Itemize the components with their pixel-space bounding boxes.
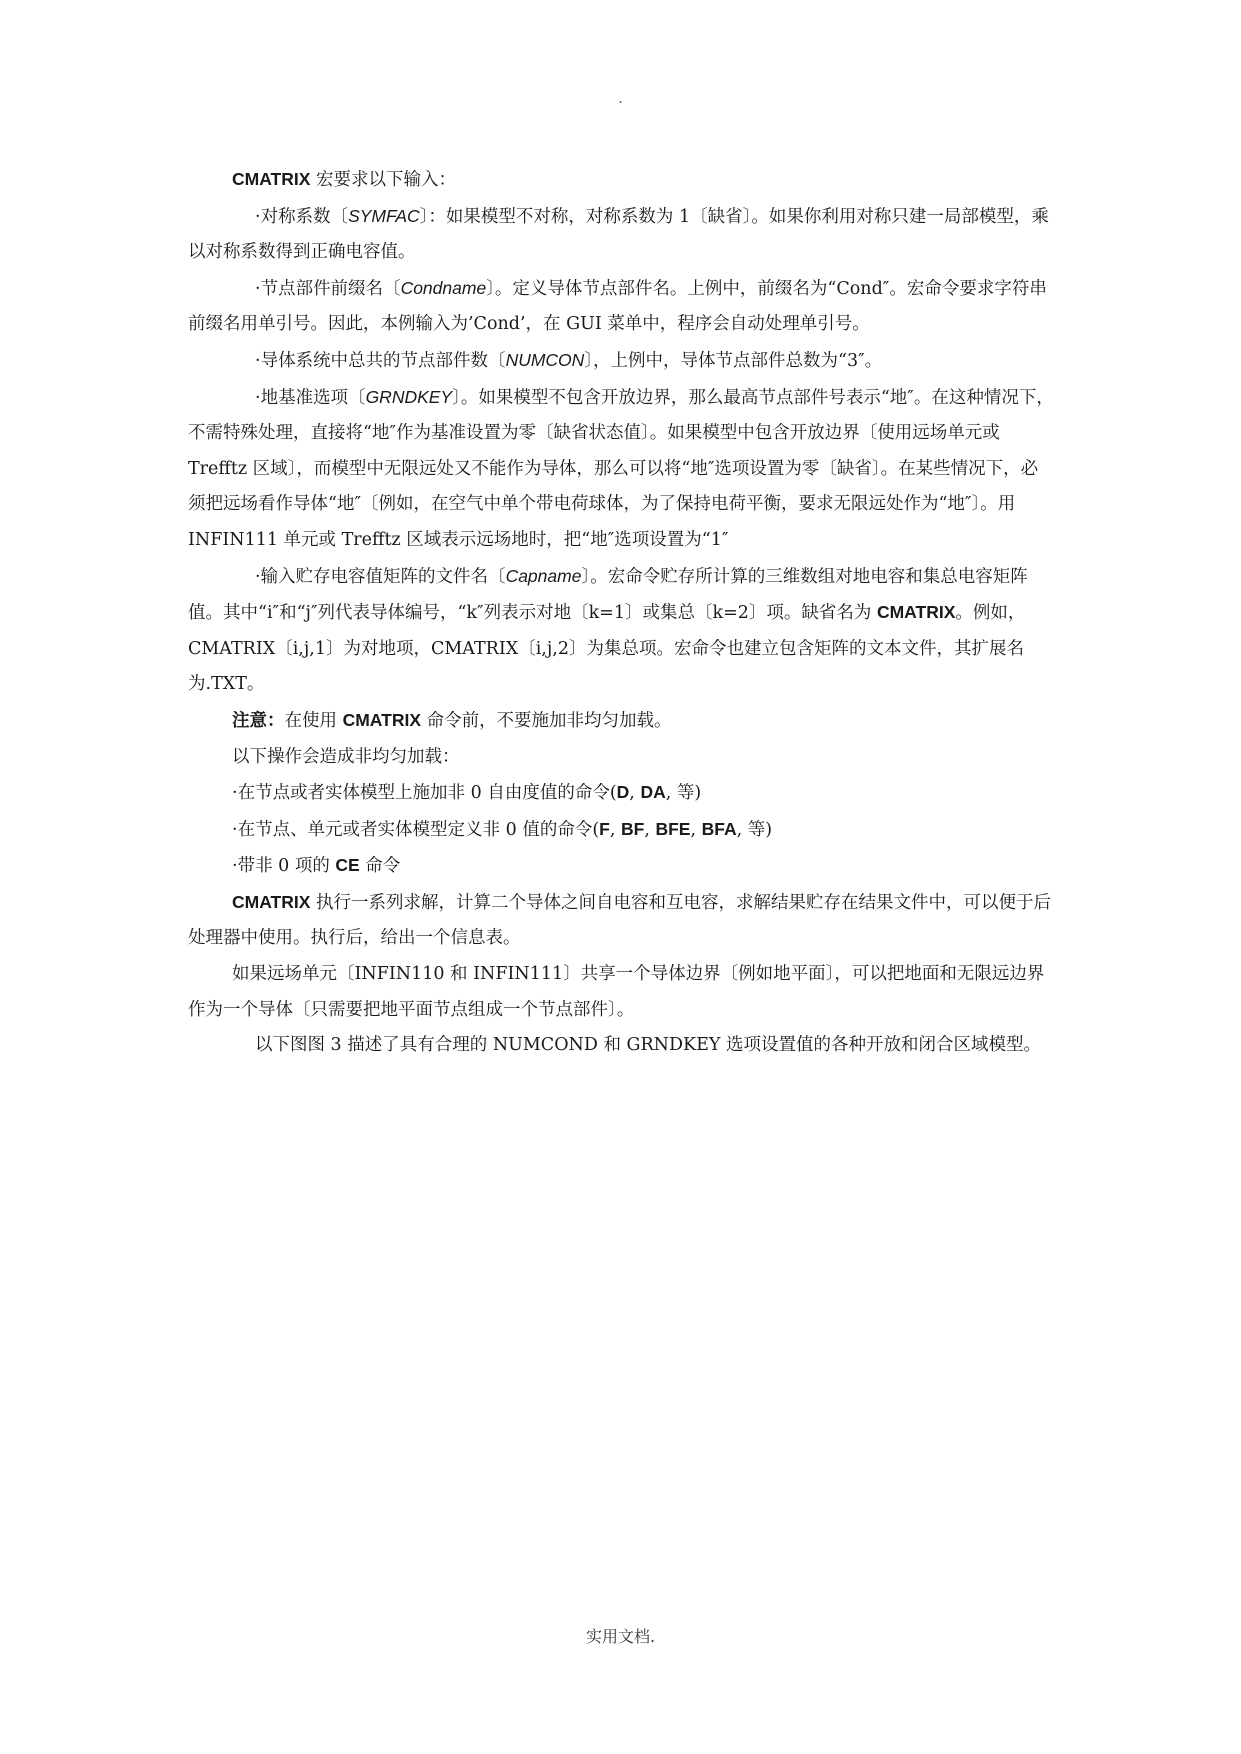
page-footer: 实用文档.: [585, 1627, 656, 1646]
symfac-param: SYMFAC: [348, 205, 420, 226]
numcon-text: 〕，上例中，导体节点部件总数为“3″。: [584, 350, 883, 371]
grndkey-param: GRNDKEY: [365, 386, 453, 407]
condname-lead: ·节点部件前缀名〔: [255, 278, 401, 299]
op1-sep: ,: [629, 783, 641, 804]
symfac-lead: ·对称系数〔: [255, 206, 349, 227]
farfield-paragraph: 如果远场单元〔INFIN110 和 INFIN111〕共享一个导体边界〔例如地平面〕，可以把地面和无限远边界作为一个导体〔只需要把地平面节点组成一个节点部件〕。: [188, 964, 1045, 1020]
op1-end: , 等): [665, 783, 702, 804]
operations-intro: 以下操作会造成非均匀加载：: [232, 746, 460, 767]
op1-command-da: DA: [640, 782, 666, 803]
intro-text: 宏要求以下输入：: [310, 170, 456, 190]
execution-command: CMATRIX: [232, 891, 311, 912]
numcon-paragraph: [188, 343, 1054, 380]
grndkey-paragraph: [188, 380, 1054, 559]
note-text-a: 在使用: [284, 710, 343, 731]
grndkey-lead: ·地基准选项〔: [255, 387, 366, 408]
condname-text: 〕。定义导体节点部件名。上例中，前缀名为“Cond″。宏命令要求字符串前缀名用单引号。因此，本例输入为’Cond’，在 GUI 菜单中，程序会自动处理单引号。: [188, 278, 1047, 335]
capname-paragraph: [188, 559, 1054, 703]
op1-command-d: D: [616, 782, 630, 803]
grndkey-text: 〕。如果模型不包含开放边界，那么最高节点部件号表示“地″。在这种情况下，不需特殊处理，直接将“地″作为基准设置为零〔缺省状态值〕。如果模型中包含开放边界〔使用远场单元或 Trefftz 区域〕，而模型中无限远处又不能作为导体，那么可以将“地″选项设置为零〔缺省〕。在某些情况下，必须把远场看作导体“地″〔例如，在空气中单个带电荷球体，为了保持电荷平衡，要求无限远处作为“地″〕。用 INFIN111 单元或 Trefftz 区域表示远场地时，把“地″选项设置为“1″: [188, 387, 1054, 550]
op2-command-f: F: [599, 818, 610, 839]
intro-command: CMATRIX: [232, 169, 311, 189]
execution-paragraph: [188, 885, 1054, 957]
note-label: 注意：: [232, 710, 285, 731]
op2-command-bfe: BFE: [655, 818, 691, 839]
capname-text: 〕。宏命令贮存所计算的三维数组对地电容和集总电容矩阵值。其中“i″和“j″列代表导体编号，“k″列表示对地〔k=1〕或集总〔k=2〕项。缺省名为: [188, 566, 1028, 624]
execution-text: 执行一系列求解，计算二个导体之间自电容和互电容，求解结果贮存在结果文件中，可以便于后处理器中使用。执行后，给出一个信息表。: [188, 892, 1051, 949]
op3-end: 命令: [359, 856, 401, 877]
capname-param: Capname: [505, 565, 582, 586]
intro-paragraph: [188, 162, 1054, 199]
symfac-paragraph: [188, 199, 1054, 271]
op2-command-bfa: BFA: [701, 818, 737, 839]
symfac-text: 〕：如果模型不对称，对称系数为 1〔缺省〕。如果你利用对称只建一局部模型，乘以对称系数得到正确电容值。: [188, 206, 1049, 263]
capname-lead: ·输入贮存电容值矩阵的文件名〔: [255, 566, 506, 587]
document-body: [188, 162, 1054, 1064]
numcon-param: NUMCON: [505, 349, 585, 370]
op1-text: ·在节点或者实体模型上施加非 0 自由度值的命令(: [232, 783, 617, 804]
op2-command-bf: BF: [621, 818, 645, 839]
operation-item-loads: [188, 812, 1054, 849]
capname-default-command: CMATRIX: [876, 602, 956, 623]
note-paragraph: [188, 703, 1054, 740]
op2-sep3: ,: [690, 819, 702, 840]
condname-param: Condname: [400, 277, 487, 298]
note-text-b: 命令前，不要施加非均匀加载。: [421, 710, 672, 731]
operation-item-dof: [188, 775, 1054, 812]
note-command: CMATRIX: [342, 709, 421, 730]
op2-sep1: ,: [609, 819, 621, 840]
capname-text-end: 。例如，CMATRIX〔i,j,1〕为对地项，CMATRIX〔i,j,2〕为集总项。宏命令也建立包含矩阵的文本文件，其扩展名为.TXT。: [188, 603, 1026, 695]
op3-command-ce: CE: [335, 855, 360, 876]
op2-end: , 等): [736, 819, 773, 840]
op2-text: ·在节点、单元或者实体模型定义非 0 值的命令(: [232, 819, 600, 840]
operation-item-ce: [188, 848, 1054, 885]
figure-reference-paragraph: 以下图图 3 描述了具有合理的 NUMCOND 和 GRNDKEY 选项设置值的各种开放和闭合区域模型。: [255, 1035, 1041, 1056]
numcon-lead: ·导体系统中总共的节点部件数〔: [255, 350, 506, 371]
condname-paragraph: [188, 271, 1054, 343]
op3-text: ·带非 0 项的: [232, 856, 336, 877]
op2-sep2: ,: [644, 819, 656, 840]
header-mark: .: [618, 91, 623, 107]
